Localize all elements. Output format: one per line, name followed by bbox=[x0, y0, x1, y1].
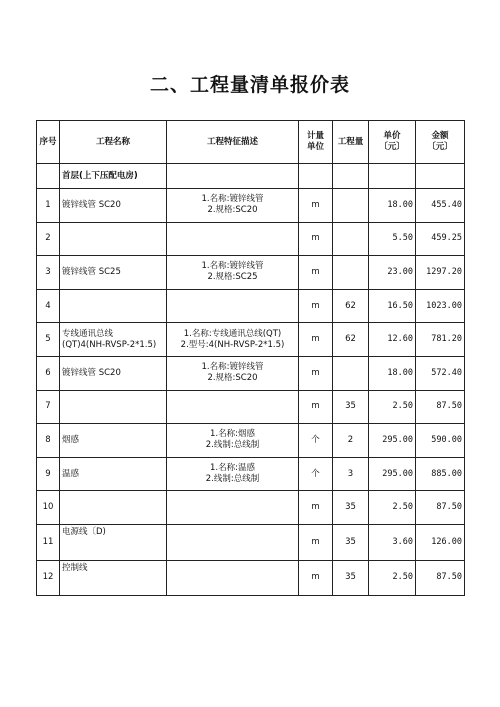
item-description bbox=[167, 424, 299, 458]
item-quantity: 62 bbox=[333, 289, 369, 323]
item-unit: m bbox=[299, 560, 333, 596]
item-amount: 87.50 bbox=[416, 560, 465, 596]
item-amount: 87.50 bbox=[416, 491, 465, 525]
row-number: 9 bbox=[37, 457, 60, 491]
item-unit-price: 295.00 bbox=[369, 424, 416, 458]
item-description-line: 2.规格:SC20 bbox=[207, 205, 258, 216]
item-description bbox=[167, 524, 299, 560]
item-unit-price: 12.60 bbox=[369, 323, 416, 357]
item-description bbox=[167, 356, 299, 390]
item-name bbox=[60, 457, 167, 491]
item-description bbox=[167, 222, 299, 256]
item-unit: 个 bbox=[299, 457, 333, 491]
header-price bbox=[369, 121, 416, 164]
item-amount: 1023.00 bbox=[416, 289, 465, 323]
item-description bbox=[167, 390, 299, 424]
table-row bbox=[37, 323, 465, 357]
item-unit: m bbox=[299, 390, 333, 424]
header-unit-line2: 单位 bbox=[306, 142, 324, 152]
item-quantity bbox=[333, 222, 369, 256]
row-number: 10 bbox=[37, 491, 60, 525]
item-description-line: 1.名称:镀锌线管 bbox=[201, 261, 264, 272]
table-row bbox=[37, 560, 465, 596]
item-name bbox=[60, 256, 167, 290]
item-description-line: 2.规格:SC20 bbox=[207, 373, 258, 384]
item-unit: m bbox=[299, 491, 333, 525]
section-no-cell bbox=[37, 164, 60, 189]
item-name bbox=[60, 189, 167, 223]
header-no: 序号 bbox=[37, 121, 60, 164]
row-number: 6 bbox=[37, 356, 60, 390]
section-amount-cell bbox=[416, 164, 465, 189]
item-description-line: 2.线制:总线制 bbox=[205, 440, 260, 451]
item-description bbox=[167, 491, 299, 525]
item-unit-price: 2.50 bbox=[369, 390, 416, 424]
item-quantity: 62 bbox=[333, 323, 369, 357]
item-description-line: 1.名称:烟感 bbox=[210, 429, 255, 440]
item-unit: m bbox=[299, 189, 333, 223]
item-name-line: 专线通讯总线 bbox=[62, 328, 114, 339]
row-number: 7 bbox=[37, 390, 60, 424]
item-name bbox=[60, 289, 167, 323]
header-qty: 工程量 bbox=[333, 121, 369, 164]
item-description-line: 2.线制:总线制 bbox=[205, 474, 260, 485]
item-amount: 590.00 bbox=[416, 424, 465, 458]
header-row bbox=[37, 121, 465, 164]
item-amount: 459.25 bbox=[416, 222, 465, 256]
item-unit-price: 3.60 bbox=[369, 524, 416, 560]
item-description-line: 1.名称:专线通讯总线(QT) bbox=[183, 328, 282, 339]
section-unit-cell bbox=[299, 164, 333, 189]
item-name bbox=[60, 390, 167, 424]
item-quantity: 35 bbox=[333, 390, 369, 424]
table-row bbox=[37, 457, 465, 491]
header-amount bbox=[416, 121, 465, 164]
item-amount: 126.00 bbox=[416, 524, 465, 560]
table-row bbox=[37, 256, 465, 290]
item-name bbox=[60, 356, 167, 390]
header-price-line1: 单价 bbox=[383, 131, 401, 141]
item-unit-price: 5.50 bbox=[369, 222, 416, 256]
item-unit: 个 bbox=[299, 424, 333, 458]
row-number: 12 bbox=[37, 560, 60, 596]
item-amount: 572.40 bbox=[416, 356, 465, 390]
item-unit-price: 18.00 bbox=[369, 189, 416, 223]
item-quantity bbox=[333, 356, 369, 390]
item-description bbox=[167, 560, 299, 596]
item-description bbox=[167, 189, 299, 223]
row-number: 8 bbox=[37, 424, 60, 458]
item-unit-price: 2.50 bbox=[369, 560, 416, 596]
item-name bbox=[60, 222, 167, 256]
table-row bbox=[37, 222, 465, 256]
bill-of-quantities-table bbox=[36, 120, 465, 596]
item-quantity: 35 bbox=[333, 524, 369, 560]
row-number: 3 bbox=[37, 256, 60, 290]
header-unit-line1: 计量 bbox=[306, 131, 324, 141]
item-name-line: (QT)4(NH-RVSP-2*1.5) bbox=[62, 339, 157, 350]
header-amount-line1: 金额 bbox=[431, 131, 449, 141]
item-amount: 1297.20 bbox=[416, 256, 465, 290]
header-unit bbox=[299, 121, 333, 164]
table-row bbox=[37, 424, 465, 458]
table-row bbox=[37, 491, 465, 525]
item-unit: m bbox=[299, 323, 333, 357]
row-number: 5 bbox=[37, 323, 60, 357]
item-description-line: 2.型号:4(NH-RVSP-2*1.5) bbox=[180, 339, 285, 350]
item-description bbox=[167, 323, 299, 357]
row-number: 2 bbox=[37, 222, 60, 256]
item-quantity: 2 bbox=[333, 424, 369, 458]
item-unit: m bbox=[299, 524, 333, 560]
item-unit-price: 16.50 bbox=[369, 289, 416, 323]
section-price-cell bbox=[369, 164, 416, 189]
item-name-line: 温感 bbox=[62, 468, 80, 479]
item-amount: 455.40 bbox=[416, 189, 465, 223]
item-description-line: 1.名称:镀锌线管 bbox=[201, 362, 264, 373]
header-amount-line2: 〔元〕 bbox=[427, 142, 453, 152]
table-row bbox=[37, 524, 465, 560]
row-number: 1 bbox=[37, 189, 60, 223]
item-name-line: 烟感 bbox=[62, 434, 80, 445]
table-row bbox=[37, 289, 465, 323]
header-desc: 工程特征描述 bbox=[167, 121, 299, 164]
item-unit-price: 18.00 bbox=[369, 356, 416, 390]
item-unit-price: 23.00 bbox=[369, 256, 416, 290]
item-unit: m bbox=[299, 222, 333, 256]
item-quantity bbox=[333, 256, 369, 290]
item-name-line: 镀锌线管 SC20 bbox=[62, 199, 121, 210]
row-number: 11 bbox=[37, 524, 60, 560]
item-unit: m bbox=[299, 356, 333, 390]
section-qty-cell bbox=[333, 164, 369, 189]
item-unit: m bbox=[299, 256, 333, 290]
item-name bbox=[60, 323, 167, 357]
item-unit-price: 2.50 bbox=[369, 491, 416, 525]
item-quantity: 35 bbox=[333, 560, 369, 596]
item-name-line: 电源线〔D) bbox=[62, 526, 106, 537]
item-description-line: 1.名称:镀锌线管 bbox=[201, 194, 264, 205]
item-description-line: 1.名称:温感 bbox=[210, 463, 255, 474]
item-name-line: 镀锌线管 SC20 bbox=[62, 367, 121, 378]
item-name bbox=[60, 491, 167, 525]
item-name-line: 控制线 bbox=[62, 562, 88, 573]
item-name bbox=[60, 560, 167, 596]
item-amount: 885.00 bbox=[416, 457, 465, 491]
table-row bbox=[37, 390, 465, 424]
section-row bbox=[37, 164, 465, 189]
table-row bbox=[37, 356, 465, 390]
item-description-line: 2.规格:SC25 bbox=[207, 272, 258, 283]
item-unit-price: 295.00 bbox=[369, 457, 416, 491]
item-name bbox=[60, 424, 167, 458]
item-amount: 781.20 bbox=[416, 323, 465, 357]
item-quantity: 3 bbox=[333, 457, 369, 491]
item-amount: 87.50 bbox=[416, 390, 465, 424]
item-quantity bbox=[333, 189, 369, 223]
item-name bbox=[60, 524, 167, 560]
section-label: 首层(上下压配电房) bbox=[60, 164, 167, 189]
header-name: 工程名称 bbox=[60, 121, 167, 164]
header-price-line2: 〔元〕 bbox=[379, 142, 405, 152]
item-quantity: 35 bbox=[333, 491, 369, 525]
item-unit: m bbox=[299, 289, 333, 323]
row-number: 4 bbox=[37, 289, 60, 323]
item-description bbox=[167, 289, 299, 323]
item-description bbox=[167, 457, 299, 491]
item-name-line: 镀锌线管 SC25 bbox=[62, 266, 121, 277]
page-title: 二、工程量清单报价表 bbox=[149, 74, 350, 96]
table-row bbox=[37, 189, 465, 223]
section-desc-cell bbox=[167, 164, 299, 189]
item-description bbox=[167, 256, 299, 290]
